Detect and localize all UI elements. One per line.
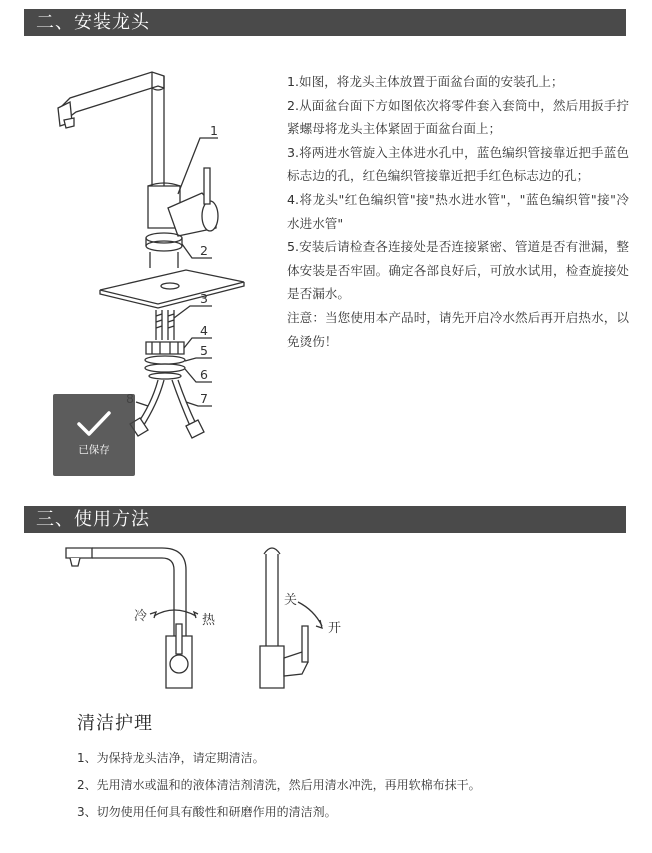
label-close: 关: [284, 593, 298, 608]
part-number-7: 7: [200, 391, 208, 406]
install-step-1: 1.如图，将龙头主体放置于面盆台面的安装孔上；: [287, 74, 564, 89]
section-header-usage: [24, 506, 626, 533]
cleaning-title: 清洁护理: [77, 713, 153, 734]
part-number-6: 6: [200, 367, 208, 382]
saved-toast: [53, 394, 135, 476]
install-step-4: 4.将龙头"红色编织管"接"热水进水管"，"蓝色编织管"接"冷水进水管": [287, 191, 629, 231]
section-title-install: 二、安装龙头: [36, 12, 150, 33]
part-number-2: 2: [200, 243, 208, 258]
part-number-1: 1: [210, 123, 218, 138]
checkmark-icon: [76, 410, 112, 438]
usage-diagram-front: [62, 540, 232, 700]
install-note: 注意：当您使用本产品时，请先开启冷水然后再开启热水，以免烫伤！: [287, 309, 629, 349]
section-header-install: [24, 9, 626, 36]
cleaning-item-2: 2、先用清水或温和的液体清洁剂清洗，然后用清水冲洗，再用软棉布抹干。: [77, 778, 481, 792]
part-number-3: 3: [200, 291, 208, 306]
label-open: 开: [328, 621, 342, 636]
part-number-5: 5: [200, 343, 208, 358]
saved-toast-label: 已保存: [78, 444, 110, 456]
install-step-2: 2.从面盆台面下方如图依次将零件套入套筒中，然后用扳手拧紧螺母将龙头主体紧固于面盆台面上；: [287, 97, 629, 137]
cleaning-list: [77, 745, 637, 826]
section-title-usage: 三、使用方法: [36, 509, 150, 530]
install-instructions: [287, 70, 629, 353]
label-hot: 热: [202, 613, 216, 628]
label-cold: 冷: [134, 609, 148, 624]
part-number-4: 4: [200, 323, 208, 338]
usage-diagram-side: [250, 540, 370, 700]
install-step-3: 3.将两进水管旋入主体进水孔中，蓝色编织管接靠近把手蓝色标志边的孔，红色编织管接靠近把手红色标志边的孔；: [287, 144, 629, 184]
cleaning-item-1: 1、为保持龙头洁净，请定期清洁。: [77, 751, 265, 765]
install-step-5: 5.安装后请检查各连接处是否连接紧密、管道是否有泄漏，整体安装是否牢固。确定各部良好后，可放水试用，检查旋接处是否漏水。: [287, 239, 629, 302]
cleaning-item-3: 3、切勿使用任何具有酸性和研磨作用的清洁剂。: [77, 805, 337, 819]
